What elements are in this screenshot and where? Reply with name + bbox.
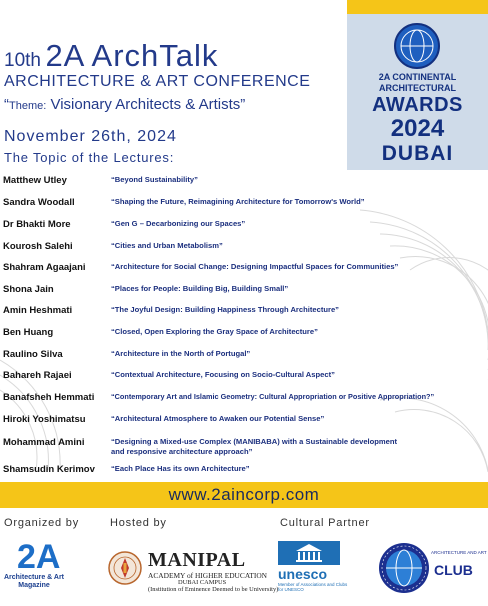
talk-title: “Shaping the Future, Reimagining Architecture for Tomorrow's World” xyxy=(111,197,365,206)
organizer-caption: Architecture & Art Magazine xyxy=(3,574,65,589)
badge-awards: AWARDS xyxy=(372,94,463,116)
theme-open-quote: “ xyxy=(4,96,9,113)
globe-emblem-icon xyxy=(393,22,441,70)
speaker-name: Banafsheh Hemmati xyxy=(3,392,95,403)
speaker-name: Amin Heshmati xyxy=(3,305,73,316)
speaker-name: Matthew Utley xyxy=(3,175,67,186)
unesco-logo xyxy=(278,541,348,601)
talk-title: “Each Place Has its own Architecture” xyxy=(111,464,250,473)
talk-title: “Contemporary Art and Islamic Geometry: Cultural Appropriation or Positive Appropriation?” xyxy=(111,392,435,401)
hosted-by-label: Hosted by xyxy=(110,517,167,529)
speaker-name: Hiroki Yoshimatsu xyxy=(3,414,86,425)
talk-title: “Contextual Architecture, Focusing on Socio-Cultural Aspect” xyxy=(111,370,335,379)
event-date: November 26th, 2024 xyxy=(4,128,177,145)
awards-badge xyxy=(347,14,488,170)
talk-title: “Architecture in the North of Portugal” xyxy=(111,349,251,358)
speaker-name: Ben Huang xyxy=(3,327,54,338)
talk-title-line-1: “Designing a Mixed-use Complex (MANIBABA) with a Sustainable development xyxy=(111,437,398,446)
club-logo xyxy=(378,537,488,603)
host-line-3: (Institution of Eminence Deemed to be University) xyxy=(148,586,279,593)
talk-title-line-2: and responsive architecture approach” xyxy=(111,447,253,456)
host-subtitle xyxy=(148,572,278,593)
badge-city: DUBAI xyxy=(381,142,454,165)
club-name: CLUB xyxy=(434,562,473,578)
host-name: MANIPAL xyxy=(148,549,246,571)
event-title xyxy=(4,38,218,74)
talk-title xyxy=(111,437,488,457)
event-subtitle: ARCHITECTURE & ART CONFERENCE xyxy=(4,73,311,90)
badge-line-1: 2A CONTINENTAL ARCHITECTURAL xyxy=(378,72,457,93)
talk-title: “Gen G – Decarbonizing our Spaces” xyxy=(111,219,246,228)
badge-year: 2024 xyxy=(390,115,445,142)
talk-title: “Beyond Sustainability” xyxy=(111,175,198,184)
speaker-name: Shahram Agaajani xyxy=(3,262,86,273)
unesco-temple-icon xyxy=(278,541,340,565)
organized-by-label: Organized by xyxy=(4,517,80,529)
theme-title: Visionary Architects & Artists” xyxy=(50,96,246,113)
talk-title: “Closed, Open Exploring the Gray Space of Architecture” xyxy=(111,327,318,336)
talk-title: “Architecture for Social Change: Designing Impactful Spaces for Communities” xyxy=(111,262,399,271)
unesco-caption: Member of Associations and Clubs for UNESCO xyxy=(278,582,348,592)
speaker-name: Raulino Silva xyxy=(3,349,63,360)
speaker-name: Kourosh Salehi xyxy=(3,241,73,252)
theme-prefix: Theme: xyxy=(9,100,47,112)
website-banner xyxy=(0,482,488,508)
talk-title: “Cities and Urban Metabolism” xyxy=(111,241,223,250)
speaker-name: Shona Jain xyxy=(3,284,54,295)
speaker-name: Dr Bhakti More xyxy=(3,219,71,230)
host-line-1: ACADEMY of HIGHER EDUCATION xyxy=(148,571,267,580)
cultural-partner-label: Cultural Partner xyxy=(280,517,370,529)
organizer-mark: 2A xyxy=(17,538,61,576)
club-globe-icon xyxy=(378,542,430,594)
edition: 10th xyxy=(4,50,41,71)
website-link[interactable]: www.2aincorp.com xyxy=(168,485,320,504)
club-caption: ARCHITECTURE AND ART xyxy=(431,550,487,555)
organizer-logo xyxy=(3,540,83,600)
event-theme xyxy=(4,96,245,113)
speaker-name: Sandra Woodall xyxy=(3,197,75,208)
speaker-name: Bahareh Rajaei xyxy=(3,370,72,381)
topic-heading: The Topic of the Lectures: xyxy=(4,150,175,165)
top-accent-bar xyxy=(347,0,488,14)
unesco-name: unesco xyxy=(278,566,328,582)
host-line-2: DUBAI CAMPUS xyxy=(178,579,227,586)
talk-title: “Places for People: Building Big, Building Small” xyxy=(111,284,289,293)
talk-title: “Architectural Atmosphere to Awaken our Potential Sense” xyxy=(111,414,325,423)
talk-title: “The Joyful Design: Building Happiness Through Architecture” xyxy=(111,305,339,314)
host-logo xyxy=(108,549,279,594)
speaker-name: Shamsudin Kerimov xyxy=(3,464,95,475)
event-name: 2A ArchTalk xyxy=(45,38,219,73)
university-seal-icon xyxy=(108,551,142,585)
speaker-name: Mohammad Amini xyxy=(3,437,85,448)
